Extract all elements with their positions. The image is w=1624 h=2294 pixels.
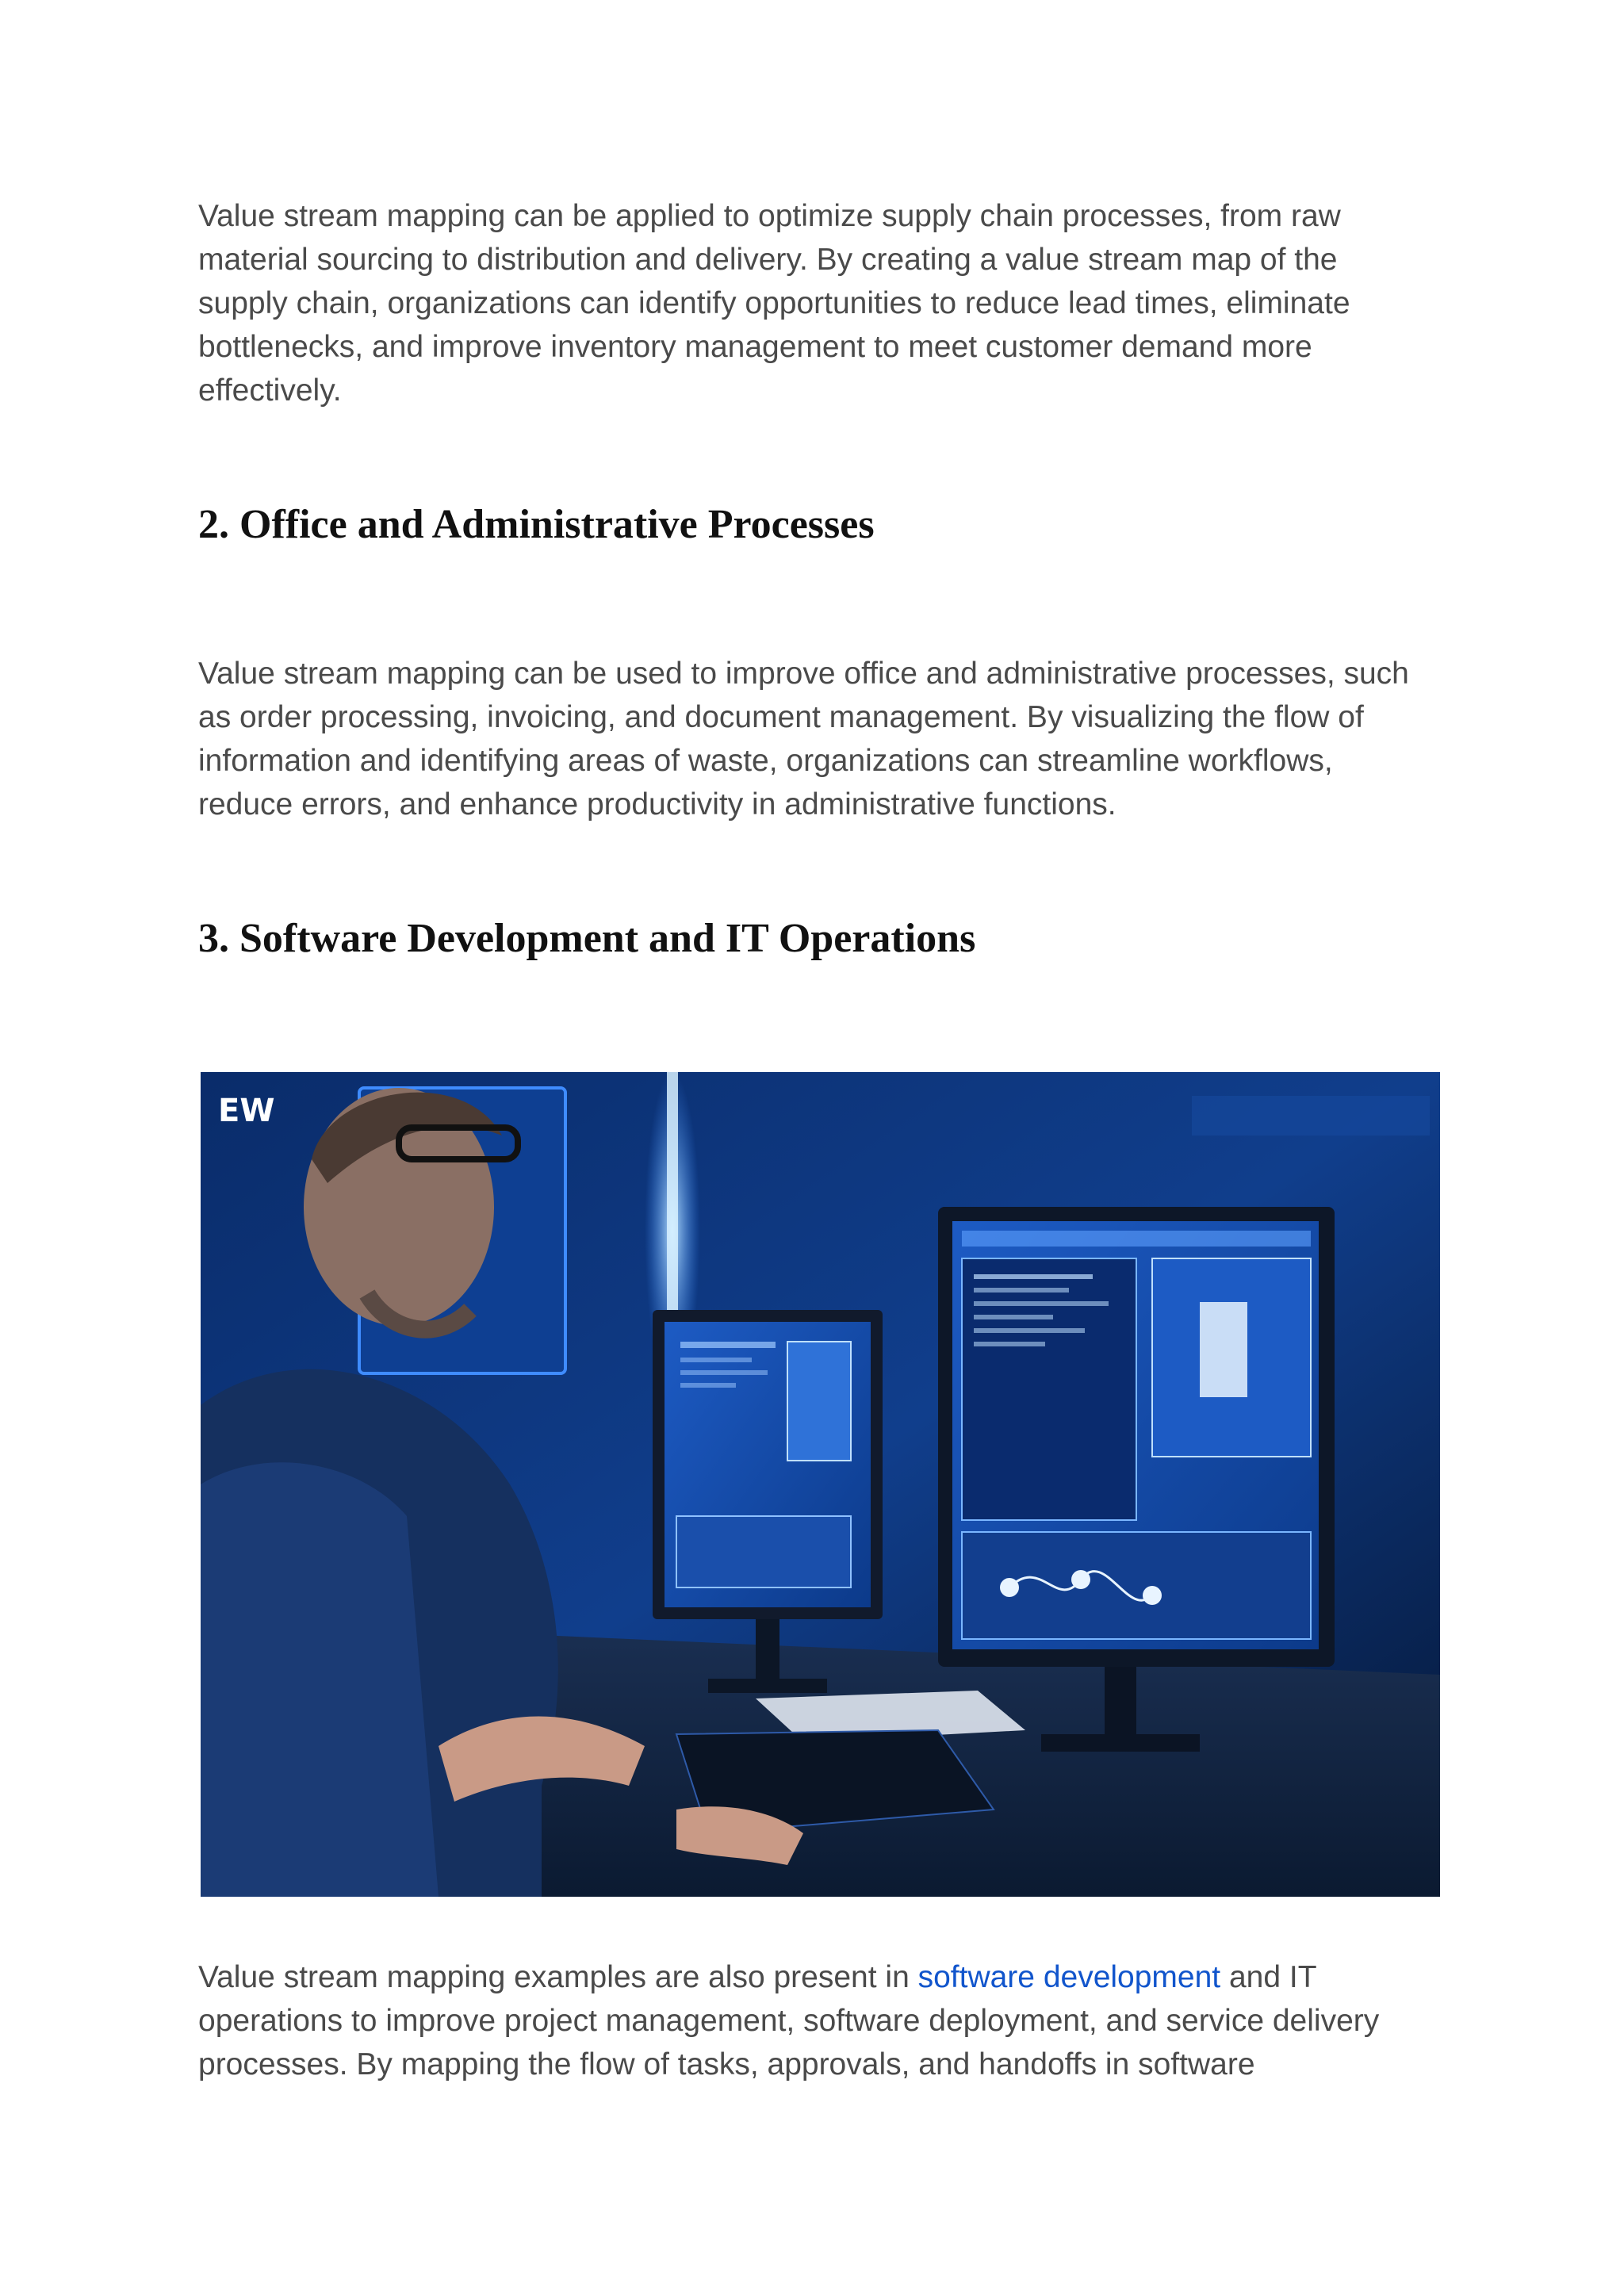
software-it-text-before: Value stream mapping examples are also present in <box>198 1960 918 1994</box>
software-it-text-after: and IT operations to improve project management, software deployment, and service delivery processes. By mapping the flow of tasks, approvals, and handoffs in software <box>198 1960 1380 2081</box>
office-admin-paragraph: Value stream mapping can be used to improve office and administrative processes, such as order processing, invoicing, and document management. By visualizing the flow of information and identifying areas of waste, organizations can streamline workflows, reduce errors, and enhance productivity in administrative functions. <box>198 657 1409 821</box>
software-development-link[interactable]: software development <box>917 1960 1221 1994</box>
section-heading-office-admin: 2. Office and Administrative Processes <box>198 502 875 547</box>
photo-logo: EW <box>218 1093 275 1129</box>
software-it-paragraph <box>198 1955 1435 2086</box>
software-developer-photo <box>201 1072 1440 1897</box>
supply-chain-paragraph: Value stream mapping can be applied to optimize supply chain processes, from raw material sourcing to distribution and delivery. By creating a value stream map of the supply chain, organizations can identify opportunities to reduce lead times, eliminate bottlenecks, and improve inventory management to meet customer demand more effectively. <box>198 199 1350 408</box>
section-heading-software-it: 3. Software Development and IT Operations <box>198 916 976 961</box>
